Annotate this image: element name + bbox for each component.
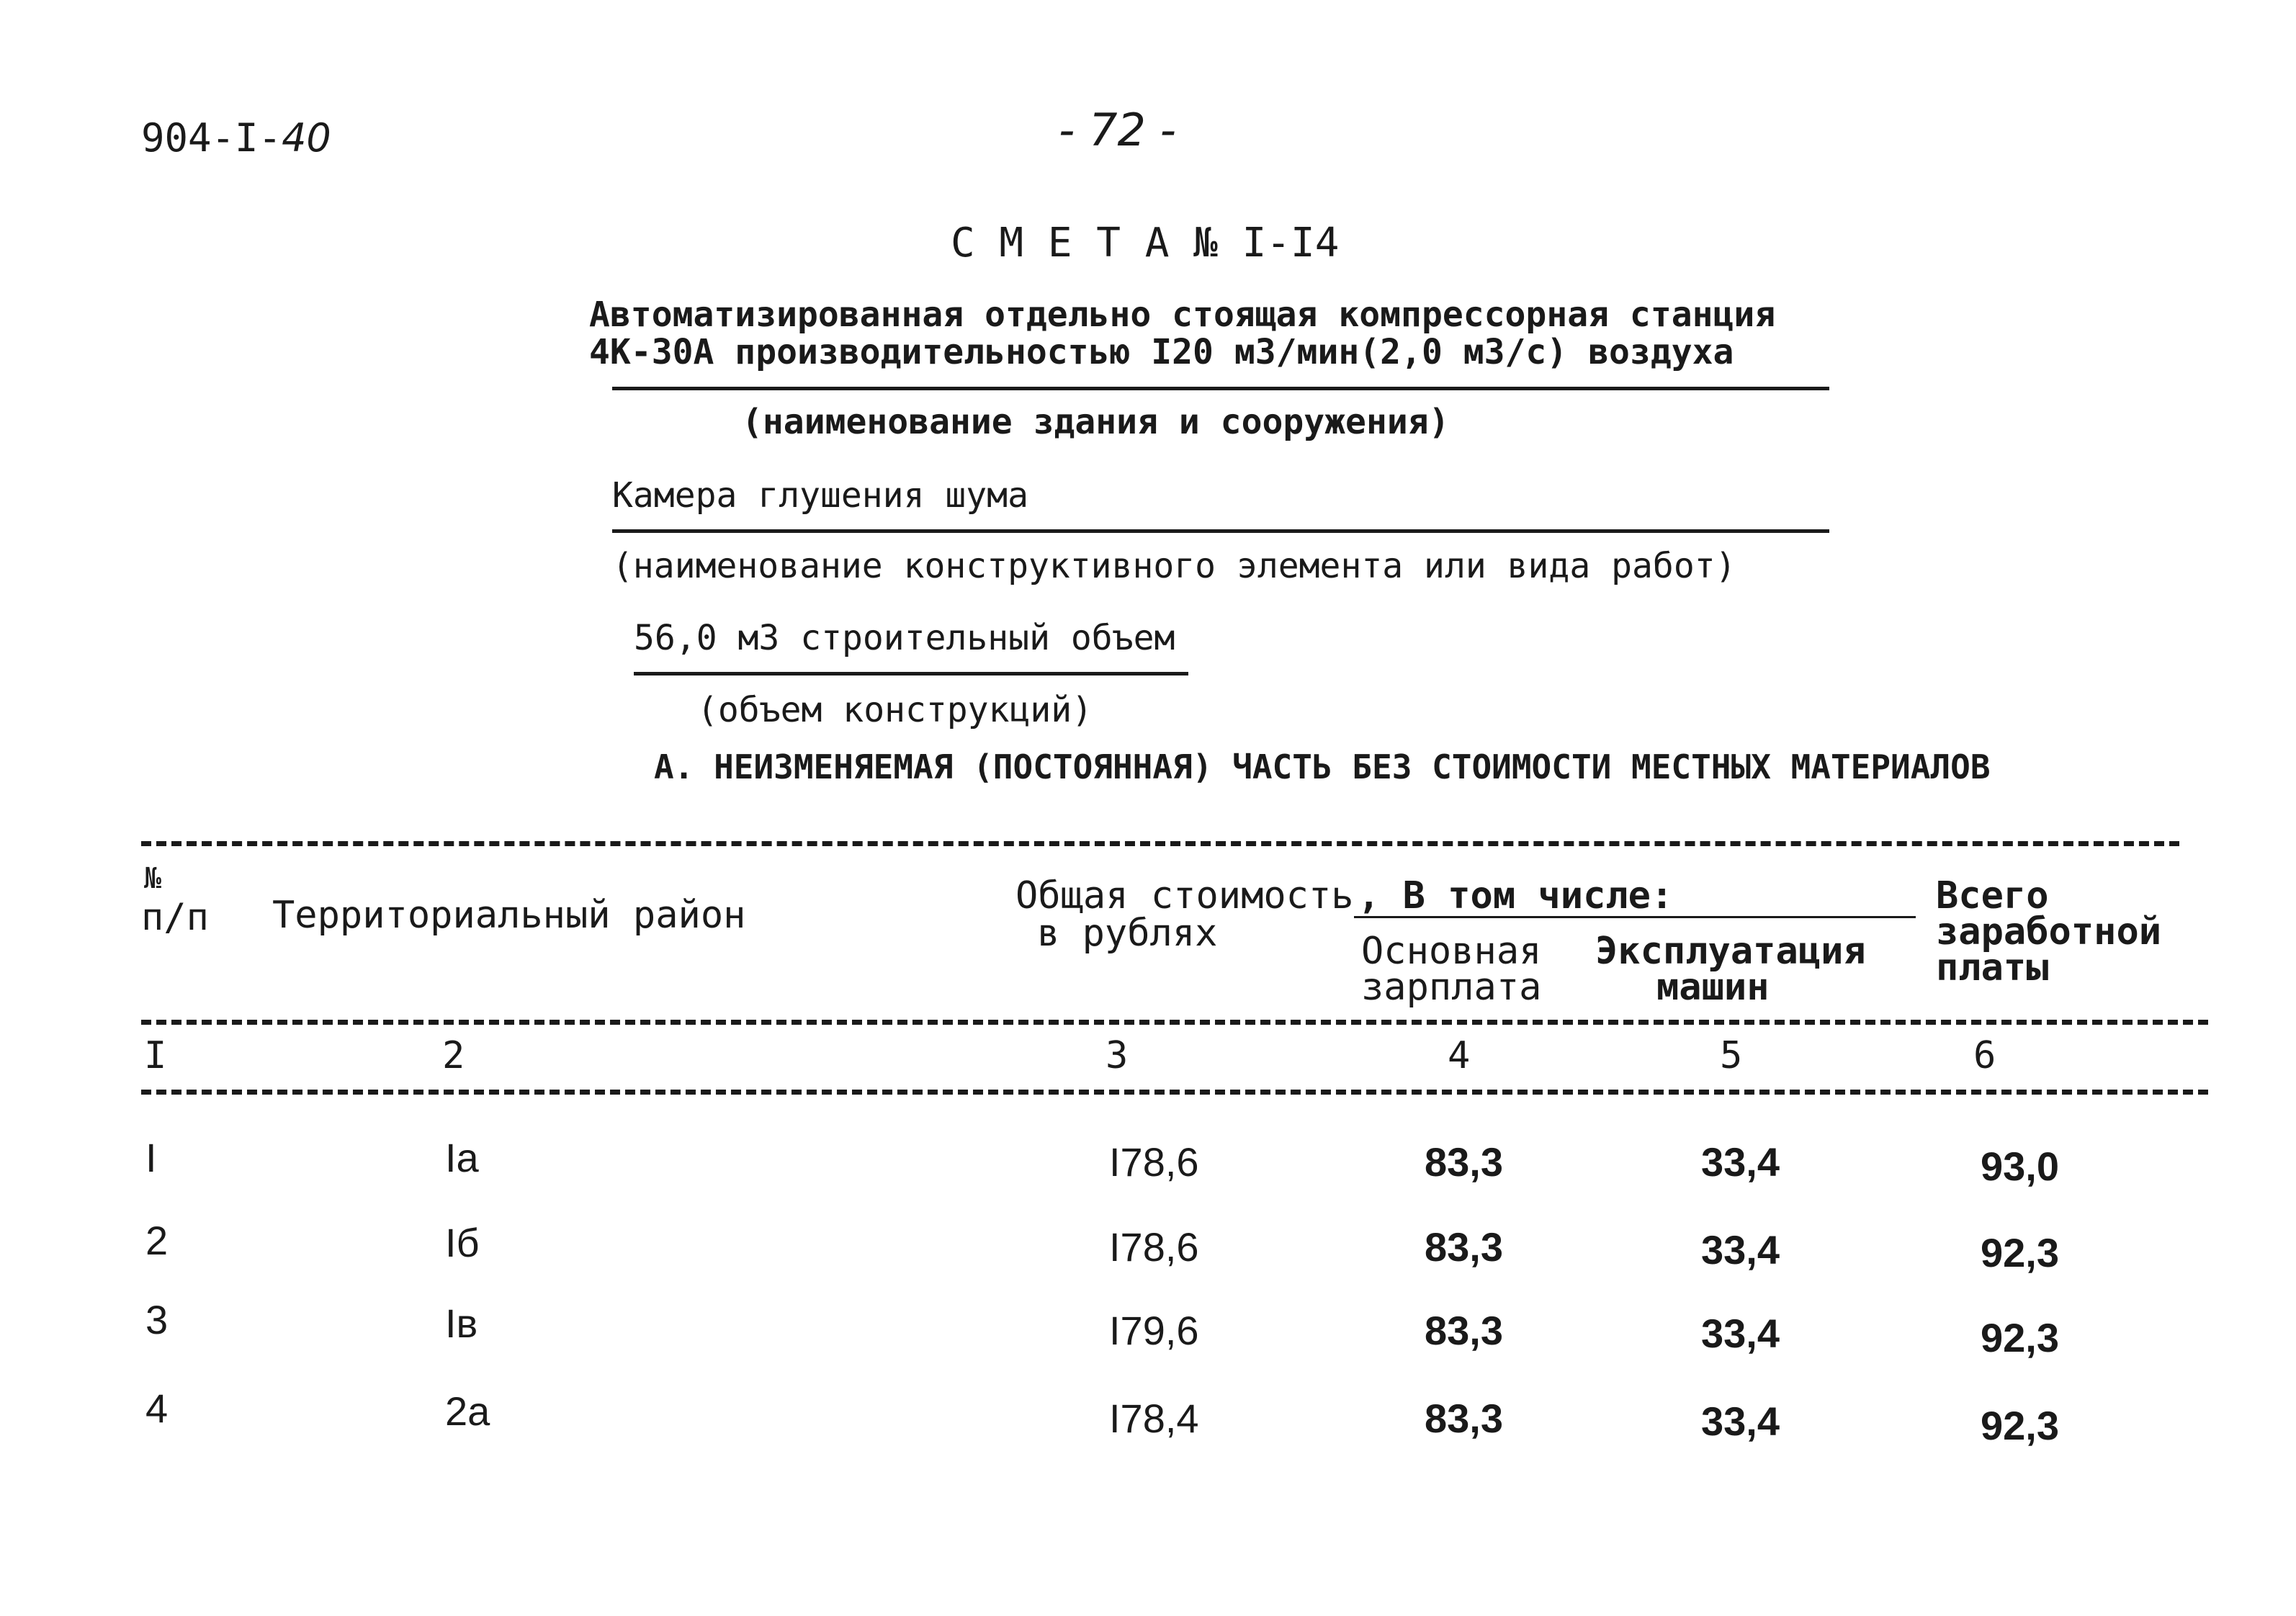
row-total: I78,4 <box>1109 1396 1199 1441</box>
row-region: 2а <box>445 1388 490 1434</box>
row-wage: 83,3 <box>1425 1396 1503 1441</box>
section-title: А. НЕИЗМЕНЯЕМАЯ (ПОСТОЯННАЯ) ЧАСТЬ БЕЗ СТОИМОСТИ МЕСТНЫХ МАТЕРИАЛОВ <box>654 748 1991 786</box>
row-region: Iа <box>445 1135 479 1180</box>
header-num-symbol: № <box>144 862 162 895</box>
header-including-underline <box>1354 916 1916 918</box>
row-wage: 83,3 <box>1425 1139 1503 1185</box>
row-total: I79,6 <box>1109 1308 1199 1353</box>
row-number: 4 <box>145 1386 169 1431</box>
document-code-printed: 904-I- <box>141 115 282 161</box>
header-total-line2: в рублях <box>1037 912 1218 955</box>
element-name-underline <box>612 529 1829 533</box>
building-name-line2: 4К-30А производительностью I20 м3/мин(2,0 м3/с) воздуха <box>589 332 1734 372</box>
row-wage: 83,3 <box>1425 1224 1503 1270</box>
row-all-wage: 93,0 <box>1981 1144 2059 1189</box>
volume-caption: (объем конструкций) <box>697 690 1093 730</box>
column-number-1: I <box>144 1034 167 1077</box>
column-number-6: 6 <box>1973 1034 1996 1077</box>
row-machine: 33,4 <box>1701 1139 1780 1185</box>
header-wage-line2: зарплата <box>1361 966 1542 1009</box>
column-number-2: 2 <box>442 1034 465 1077</box>
column-number-3: 3 <box>1106 1034 1129 1077</box>
header-all-line2: заработной <box>1936 910 2162 953</box>
header-num: п/п <box>141 896 209 939</box>
row-number: 2 <box>145 1218 169 1263</box>
document-code-handwritten: 40 <box>282 115 331 161</box>
column-number-5: 5 <box>1720 1034 1743 1077</box>
row-wage: 83,3 <box>1425 1308 1503 1353</box>
table-header-rule <box>141 1020 2208 1025</box>
row-number: 3 <box>145 1297 169 1342</box>
row-number: I <box>145 1135 157 1180</box>
header-wage-line1: Основная <box>1361 930 1542 973</box>
row-total: I78,6 <box>1109 1139 1199 1185</box>
row-machine: 33,4 <box>1701 1399 1780 1444</box>
volume-value: 56,0 м3 строительный объем <box>634 618 1175 658</box>
header-including: , В том числе: <box>1358 874 1674 917</box>
header-all-line3: платы <box>1936 946 2049 989</box>
row-machine: 33,4 <box>1701 1311 1780 1356</box>
volume-underline <box>634 672 1188 675</box>
estimate-title: С М Е Т А № I-I4 <box>951 220 1340 266</box>
table-column-numbers-rule <box>141 1090 2208 1095</box>
header-region: Территориальный район <box>272 894 746 937</box>
building-name-line1: Автоматизированная отдельно стоящая компрессорная станция <box>589 295 1776 335</box>
row-machine: 33,4 <box>1701 1227 1780 1272</box>
header-machine-line2: машин <box>1656 966 1770 1009</box>
row-all-wage: 92,3 <box>1981 1230 2059 1275</box>
row-total: I78,6 <box>1109 1224 1199 1270</box>
document-code <box>141 115 331 161</box>
header-all-line1: Всего <box>1936 874 2049 917</box>
header-total-line1: Общая стоимость <box>1015 874 1354 917</box>
element-caption: (наименование конструктивного элемента или вида работ) <box>612 546 1736 586</box>
building-name-caption: (наименование здания и сооружения) <box>742 402 1450 442</box>
header-machine-line1: Эксплуатация <box>1595 930 1866 973</box>
building-name-underline <box>612 387 1829 390</box>
row-all-wage: 92,3 <box>1981 1315 2059 1360</box>
page-number: - 72 - <box>1059 104 1177 156</box>
row-all-wage: 92,3 <box>1981 1403 2059 1448</box>
column-number-4: 4 <box>1448 1034 1471 1077</box>
table-top-rule <box>141 841 2179 846</box>
row-region: Iв <box>445 1301 478 1346</box>
element-name: Камера глушения шума <box>612 475 1028 516</box>
row-region: Iб <box>445 1220 480 1265</box>
